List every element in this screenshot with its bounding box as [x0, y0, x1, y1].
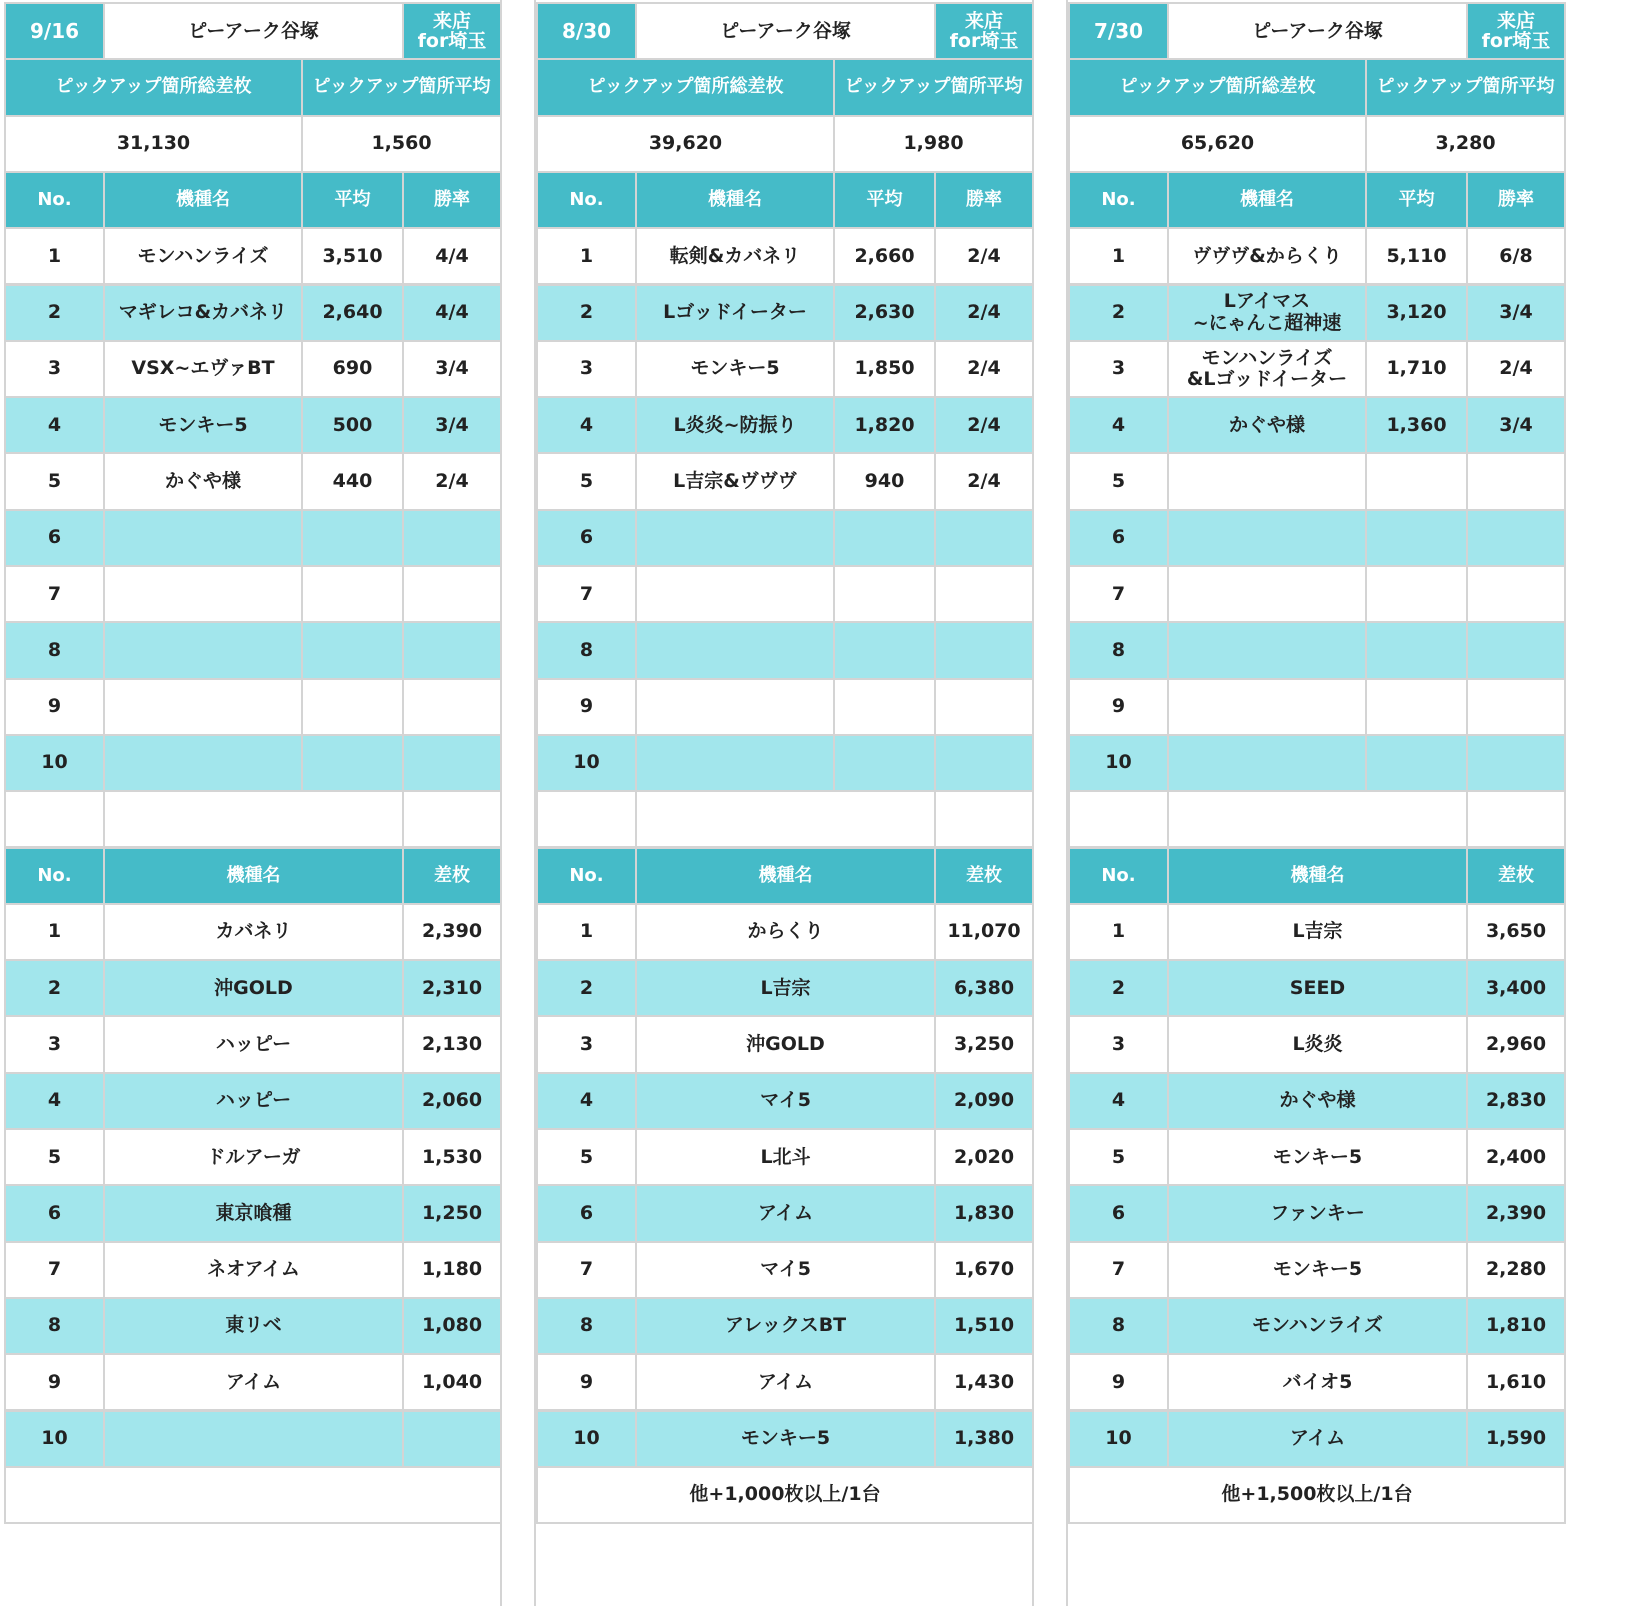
ranking-row-no: 10	[1068, 1410, 1169, 1468]
ranking-row-no: 3	[4, 1015, 105, 1073]
ranking-row-name: L吉宗	[1167, 903, 1468, 961]
pickup-row-win	[402, 734, 502, 792]
pickup-row-win	[934, 565, 1034, 623]
ranking-row-no: 3	[536, 1015, 637, 1073]
ranking-row-no: 1	[4, 903, 105, 961]
visit-badge: 来店 for埼玉	[402, 2, 502, 60]
pickup-row-no: 8	[1068, 621, 1169, 679]
pickup-row-no: 8	[536, 621, 637, 679]
pickup-row-name: モンキー5	[103, 396, 303, 454]
ranking-row-name: ネオアイム	[103, 1241, 404, 1299]
pickup-header-name: 機種名	[103, 171, 303, 229]
ranking-row-no: 8	[536, 1297, 637, 1355]
ranking-row-diff: 1,510	[934, 1297, 1034, 1355]
pickup-row-name: かぐや様	[103, 452, 303, 510]
ranking-row-name: L北斗	[635, 1128, 936, 1186]
pickup-header-win: 勝率	[1466, 171, 1566, 229]
report-panel	[4, 0, 534, 1606]
pickup-header-no: No.	[536, 171, 637, 229]
pickup-row-no: 1	[4, 227, 105, 285]
pickup-row-no: 10	[1068, 734, 1169, 792]
ranking-row-no: 3	[1068, 1015, 1169, 1073]
pickup-row-win	[402, 621, 502, 679]
pickup-row-no: 9	[536, 678, 637, 736]
pickup-row-win	[402, 565, 502, 623]
pickup-row-no: 9	[1068, 678, 1169, 736]
ranking-row-name: モンキー5	[635, 1410, 936, 1468]
ranking-row-name: 東京喰種	[103, 1184, 404, 1242]
spacer-cell	[934, 790, 1034, 848]
pickup-row-no: 3	[4, 340, 105, 398]
pickup-row-name: 転剣&カバネリ	[635, 227, 835, 285]
pickup-row-name: モンハンライズ	[103, 227, 303, 285]
pickup-row-name	[635, 621, 835, 679]
pickup-row-avg: 3,120	[1365, 284, 1468, 342]
pickup-header-win: 勝率	[934, 171, 1034, 229]
pickup-header-win: 勝率	[402, 171, 502, 229]
report-panel	[536, 0, 1066, 1606]
ranking-row-no: 1	[1068, 903, 1169, 961]
ranking-row-name: アイム	[103, 1353, 404, 1411]
ranking-row-diff: 3,250	[934, 1015, 1034, 1073]
ranking-row-diff: 1,080	[402, 1297, 502, 1355]
pickup-row-win	[1466, 509, 1566, 567]
pickup-row-name	[103, 678, 303, 736]
spacer-cell	[635, 790, 936, 848]
ranking-row-no: 10	[536, 1410, 637, 1468]
pickup-header-no: No.	[4, 171, 105, 229]
pickup-row-avg: 440	[301, 452, 404, 510]
pickup-row-avg	[301, 621, 404, 679]
pickup-row-win	[1466, 452, 1566, 510]
ranking-row-name: L吉宗	[635, 959, 936, 1017]
date-cell: 7/30	[1068, 2, 1169, 60]
ranking-row-no: 1	[536, 903, 637, 961]
ranking-row-no: 6	[1068, 1184, 1169, 1242]
ranking-row-name: からくり	[635, 903, 936, 961]
ranking-row-diff: 1,610	[1466, 1353, 1566, 1411]
store-name: ピーアーク谷塚	[103, 2, 404, 60]
pickup-row-no: 2	[4, 284, 105, 342]
pickup-row-name: L炎炎~防振り	[635, 396, 835, 454]
pickup-row-avg: 1,850	[833, 340, 936, 398]
ranking-row-name: 沖GOLD	[103, 959, 404, 1017]
pickup-row-win: 2/4	[1466, 340, 1566, 398]
pickup-row-name	[635, 678, 835, 736]
ranking-row-no: 9	[536, 1353, 637, 1411]
pickup-row-no: 9	[4, 678, 105, 736]
pickup-row-avg	[833, 678, 936, 736]
ranking-row-no: 6	[536, 1184, 637, 1242]
pickup-row-win: 6/8	[1466, 227, 1566, 285]
pickup-row-no: 10	[536, 734, 637, 792]
ranking-header-name: 機種名	[635, 847, 936, 905]
pickup-row-name	[1167, 509, 1367, 567]
pickup-row-no: 10	[4, 734, 105, 792]
pickup-row-no: 2	[536, 284, 637, 342]
ranking-row-name: アイム	[1167, 1410, 1468, 1468]
ranking-row-no: 8	[4, 1297, 105, 1355]
ranking-row-diff: 2,960	[1466, 1015, 1566, 1073]
ranking-row-name: アレックスBT	[635, 1297, 936, 1355]
ranking-row-no: 10	[4, 1410, 105, 1468]
pickup-row-name: かぐや様	[1167, 396, 1367, 454]
pickup-row-win	[934, 678, 1034, 736]
ranking-row-diff: 1,380	[934, 1410, 1034, 1468]
ranking-row-diff: 1,530	[402, 1128, 502, 1186]
ranking-row-name: SEED	[1167, 959, 1468, 1017]
spacer-cell	[103, 790, 404, 848]
pickup-row-avg: 1,360	[1365, 396, 1468, 454]
ranking-row-no: 9	[1068, 1353, 1169, 1411]
pickup-row-no: 6	[4, 509, 105, 567]
ranking-header-no: No.	[536, 847, 637, 905]
ranking-row-diff: 3,650	[1466, 903, 1566, 961]
ranking-row-diff: 1,830	[934, 1184, 1034, 1242]
pickup-row-name: マギレコ&カバネリ	[103, 284, 303, 342]
total-diff-label: ピックアップ箇所総差枚	[1068, 58, 1367, 116]
pickup-row-win	[1466, 734, 1566, 792]
spacer-cell	[1466, 790, 1566, 848]
ranking-row-no: 2	[4, 959, 105, 1017]
ranking-row-name: モンキー5	[1167, 1128, 1468, 1186]
ranking-row-diff: 2,310	[402, 959, 502, 1017]
pickup-row-name	[1167, 621, 1367, 679]
pickup-row-no: 2	[1068, 284, 1169, 342]
ranking-row-no: 9	[4, 1353, 105, 1411]
ranking-row-name: バイオ5	[1167, 1353, 1468, 1411]
ranking-row-name: アイム	[635, 1184, 936, 1242]
ranking-row-no: 4	[1068, 1072, 1169, 1130]
pickup-row-name	[1167, 678, 1367, 736]
ranking-row-name: ファンキー	[1167, 1184, 1468, 1242]
pickup-row-win	[934, 734, 1034, 792]
footer-note: 他+1,000枚以上/1台	[536, 1466, 1034, 1524]
pickup-row-win: 4/4	[402, 227, 502, 285]
report-panel	[1068, 0, 1598, 1606]
pickup-row-win	[934, 509, 1034, 567]
pickup-header-avg: 平均	[833, 171, 936, 229]
ranking-row-no: 4	[4, 1072, 105, 1130]
pickup-row-win	[402, 678, 502, 736]
pickup-row-no: 7	[1068, 565, 1169, 623]
pickup-row-no: 8	[4, 621, 105, 679]
pickup-row-name	[103, 509, 303, 567]
pickup-row-avg: 3,510	[301, 227, 404, 285]
pickup-row-no: 4	[536, 396, 637, 454]
ranking-row-diff: 2,020	[934, 1128, 1034, 1186]
pickup-row-avg: 1,820	[833, 396, 936, 454]
pickup-row-win	[1466, 678, 1566, 736]
ranking-row-no: 2	[536, 959, 637, 1017]
total-diff-label: ピックアップ箇所総差枚	[4, 58, 303, 116]
pickup-row-name	[1167, 452, 1367, 510]
ranking-row-diff: 2,390	[1466, 1184, 1566, 1242]
ranking-row-diff: 1,670	[934, 1241, 1034, 1299]
spacer-cell	[1068, 790, 1169, 848]
pickup-row-win	[402, 509, 502, 567]
ranking-header-diff: 差枚	[934, 847, 1034, 905]
pickup-row-avg	[301, 509, 404, 567]
pickup-row-avg	[301, 678, 404, 736]
pickup-row-name: Lゴッドイーター	[635, 284, 835, 342]
pickup-row-win: 2/4	[934, 452, 1034, 510]
average-value: 1,980	[833, 115, 1034, 173]
ranking-header-diff: 差枚	[1466, 847, 1566, 905]
ranking-row-name: ハッピー	[103, 1015, 404, 1073]
ranking-row-name: 沖GOLD	[635, 1015, 936, 1073]
total-diff-value: 39,620	[536, 115, 835, 173]
pickup-row-avg: 2,660	[833, 227, 936, 285]
ranking-row-diff: 1,430	[934, 1353, 1034, 1411]
pickup-header-avg: 平均	[301, 171, 404, 229]
pickup-row-name	[103, 621, 303, 679]
pickup-row-name	[103, 734, 303, 792]
pickup-row-win: 4/4	[402, 284, 502, 342]
pickup-header-name: 機種名	[635, 171, 835, 229]
ranking-row-no: 4	[536, 1072, 637, 1130]
pickup-row-win	[1466, 621, 1566, 679]
ranking-row-diff: 2,060	[402, 1072, 502, 1130]
ranking-row-diff: 2,390	[402, 903, 502, 961]
pickup-row-no: 6	[536, 509, 637, 567]
date-cell: 8/30	[536, 2, 637, 60]
spacer-cell	[402, 790, 502, 848]
ranking-row-no: 7	[536, 1241, 637, 1299]
pickup-row-avg	[301, 734, 404, 792]
ranking-row-diff: 1,810	[1466, 1297, 1566, 1355]
pickup-row-win: 2/4	[934, 396, 1034, 454]
total-diff-label: ピックアップ箇所総差枚	[536, 58, 835, 116]
pickup-row-win	[1466, 565, 1566, 623]
pickup-row-name: モンハンライズ &Lゴッドイーター	[1167, 340, 1367, 398]
ranking-row-diff: 1,040	[402, 1353, 502, 1411]
pickup-row-no: 1	[1068, 227, 1169, 285]
ranking-row-no: 5	[1068, 1128, 1169, 1186]
footer-note: 他+1,500枚以上/1台	[1068, 1466, 1566, 1524]
pickup-row-avg: 940	[833, 452, 936, 510]
pickup-row-avg	[833, 621, 936, 679]
ranking-row-name: かぐや様	[1167, 1072, 1468, 1130]
pickup-header-no: No.	[1068, 171, 1169, 229]
ranking-row-diff: 3,400	[1466, 959, 1566, 1017]
pickup-row-name: Lアイマス ~にゃんこ超神速	[1167, 284, 1367, 342]
ranking-row-no: 5	[4, 1128, 105, 1186]
ranking-row-no: 7	[1068, 1241, 1169, 1299]
pickup-row-name: L吉宗&ヴヴヴ	[635, 452, 835, 510]
pickup-row-no: 1	[536, 227, 637, 285]
pickup-row-name: ヴヴヴ&からくり	[1167, 227, 1367, 285]
pickup-header-avg: 平均	[1365, 171, 1468, 229]
pickup-row-win: 2/4	[934, 284, 1034, 342]
ranking-row-name: マイ5	[635, 1241, 936, 1299]
ranking-header-no: No.	[1068, 847, 1169, 905]
ranking-row-name: L炎炎	[1167, 1015, 1468, 1073]
total-diff-value: 31,130	[4, 115, 303, 173]
ranking-row-diff	[402, 1410, 502, 1468]
pickup-row-win: 2/4	[934, 227, 1034, 285]
footer-note	[4, 1466, 502, 1524]
ranking-row-no: 7	[4, 1241, 105, 1299]
pickup-row-name	[1167, 734, 1367, 792]
ranking-row-diff: 1,180	[402, 1241, 502, 1299]
pickup-row-name	[635, 509, 835, 567]
pickup-row-avg	[1365, 734, 1468, 792]
ranking-row-name: 東リベ	[103, 1297, 404, 1355]
pickup-row-no: 4	[4, 396, 105, 454]
store-name: ピーアーク谷塚	[1167, 2, 1468, 60]
ranking-row-diff: 2,830	[1466, 1072, 1566, 1130]
pickup-row-win	[934, 621, 1034, 679]
pickup-row-win: 3/4	[1466, 284, 1566, 342]
ranking-row-name: カバネリ	[103, 903, 404, 961]
ranking-row-diff: 1,590	[1466, 1410, 1566, 1468]
pickup-row-no: 5	[4, 452, 105, 510]
pickup-row-no: 4	[1068, 396, 1169, 454]
pickup-row-win: 2/4	[402, 452, 502, 510]
pickup-row-no: 7	[536, 565, 637, 623]
ranking-row-name	[103, 1410, 404, 1468]
pickup-row-no: 6	[1068, 509, 1169, 567]
ranking-row-name: ドルアーガ	[103, 1128, 404, 1186]
spacer-cell	[4, 790, 105, 848]
pickup-row-avg: 690	[301, 340, 404, 398]
pickup-row-no: 3	[536, 340, 637, 398]
pickup-row-name	[635, 734, 835, 792]
store-name: ピーアーク谷塚	[635, 2, 936, 60]
ranking-row-diff: 1,250	[402, 1184, 502, 1242]
pickup-row-avg	[833, 565, 936, 623]
pickup-row-no: 7	[4, 565, 105, 623]
ranking-row-diff: 2,090	[934, 1072, 1034, 1130]
spacer-cell	[1167, 790, 1468, 848]
pickup-row-name	[635, 565, 835, 623]
average-label: ピックアップ箇所平均	[833, 58, 1034, 116]
ranking-row-name: モンキー5	[1167, 1241, 1468, 1299]
pickup-row-avg: 1,710	[1365, 340, 1468, 398]
pickup-row-name: VSX~エヴァBT	[103, 340, 303, 398]
pickup-header-name: 機種名	[1167, 171, 1367, 229]
visit-badge: 来店 for埼玉	[934, 2, 1034, 60]
pickup-row-name	[103, 565, 303, 623]
pickup-row-name: モンキー5	[635, 340, 835, 398]
average-label: ピックアップ箇所平均	[301, 58, 502, 116]
pickup-row-avg	[833, 509, 936, 567]
pickup-row-avg: 2,640	[301, 284, 404, 342]
average-value: 1,560	[301, 115, 502, 173]
pickup-row-avg	[1365, 565, 1468, 623]
average-label: ピックアップ箇所平均	[1365, 58, 1566, 116]
pickup-row-name	[1167, 565, 1367, 623]
date-cell: 9/16	[4, 2, 105, 60]
total-diff-value: 65,620	[1068, 115, 1367, 173]
pickup-row-no: 3	[1068, 340, 1169, 398]
pickup-row-no: 5	[1068, 452, 1169, 510]
pickup-row-avg	[1365, 509, 1468, 567]
pickup-row-avg: 500	[301, 396, 404, 454]
average-value: 3,280	[1365, 115, 1566, 173]
ranking-row-diff: 2,280	[1466, 1241, 1566, 1299]
pickup-row-no: 5	[536, 452, 637, 510]
ranking-header-no: No.	[4, 847, 105, 905]
pickup-row-win: 2/4	[934, 340, 1034, 398]
ranking-row-no: 6	[4, 1184, 105, 1242]
pickup-row-avg	[1365, 621, 1468, 679]
ranking-row-diff: 2,130	[402, 1015, 502, 1073]
ranking-row-no: 5	[536, 1128, 637, 1186]
pickup-row-avg: 5,110	[1365, 227, 1468, 285]
ranking-row-name: ハッピー	[103, 1072, 404, 1130]
ranking-row-diff: 2,400	[1466, 1128, 1566, 1186]
spacer-cell	[536, 790, 637, 848]
ranking-row-diff: 11,070	[934, 903, 1034, 961]
pickup-row-avg	[1365, 452, 1468, 510]
pickup-row-win: 3/4	[402, 340, 502, 398]
ranking-row-no: 2	[1068, 959, 1169, 1017]
ranking-row-diff: 6,380	[934, 959, 1034, 1017]
pickup-row-win: 3/4	[1466, 396, 1566, 454]
pickup-row-avg	[301, 565, 404, 623]
ranking-header-diff: 差枚	[402, 847, 502, 905]
ranking-row-name: マイ5	[635, 1072, 936, 1130]
pickup-row-avg	[1365, 678, 1468, 736]
ranking-row-name: アイム	[635, 1353, 936, 1411]
ranking-row-no: 8	[1068, 1297, 1169, 1355]
pickup-row-avg	[833, 734, 936, 792]
ranking-header-name: 機種名	[1167, 847, 1468, 905]
ranking-header-name: 機種名	[103, 847, 404, 905]
ranking-row-name: モンハンライズ	[1167, 1297, 1468, 1355]
pickup-row-avg: 2,630	[833, 284, 936, 342]
pickup-row-win: 3/4	[402, 396, 502, 454]
visit-badge: 来店 for埼玉	[1466, 2, 1566, 60]
